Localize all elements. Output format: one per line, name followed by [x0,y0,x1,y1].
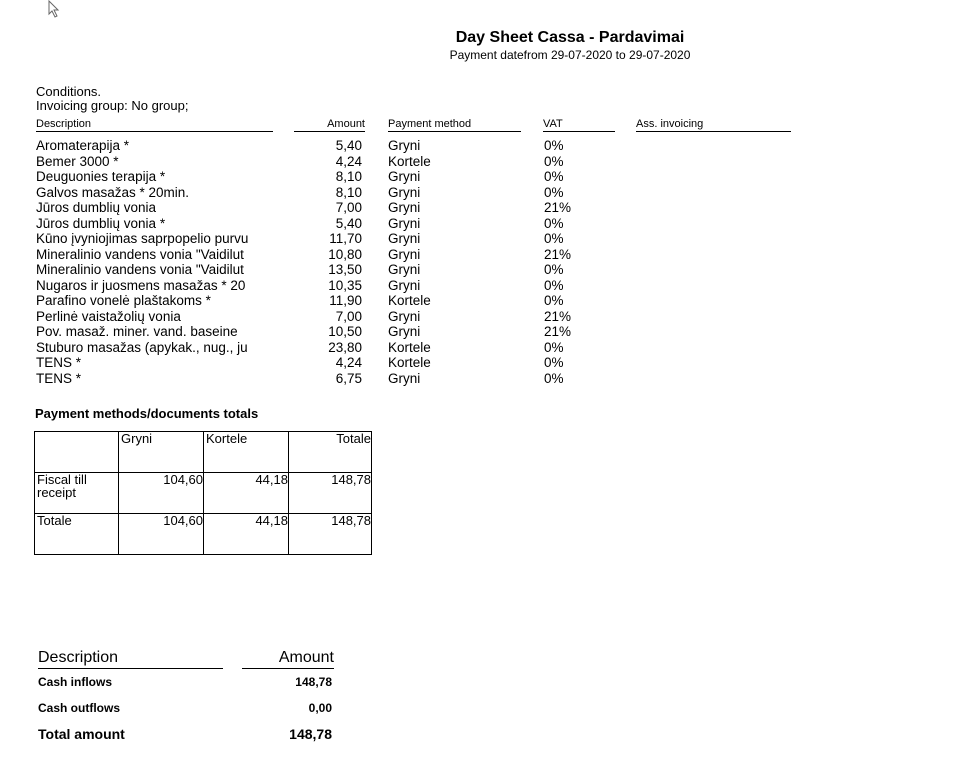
row-description: Jūros dumblių vonia [36,200,157,215]
row-vat: 0% [544,293,564,308]
row-vat: 21% [544,324,572,339]
row-amount: 6,75 [335,370,362,386]
row-method: Kortele [388,355,431,370]
row-description: Galvos masažas * 20min. [36,184,190,200]
row-amount: 4,24 [335,153,362,169]
row-amount: 8,10 [335,184,362,200]
table-header-row [35,432,372,473]
row-vat: 21% [544,200,572,215]
row-amount: 23,80 [328,339,362,355]
total-amount-label: Total amount [38,726,125,742]
conditions-label: Conditions. [36,84,102,99]
summary-header-description: Description [38,650,223,669]
row-vat: 0% [544,153,564,169]
row-description: Perlinė vaistažolių vonia [36,308,181,324]
row-description: Aromaterapija * [36,138,130,153]
row-method: Gryni [388,169,421,184]
row-method: Gryni [388,184,421,200]
row-method: Kortele [388,339,431,355]
row-method: Gryni [388,370,421,386]
row-description: Mineralinio vandens vonia "Vaidilut [36,262,244,277]
row-vat: 0% [544,215,564,231]
row-description: TENS * [36,370,82,386]
col-header-description: Description [36,118,273,132]
row-amount: 4,24 [335,355,362,370]
row-vat: 0% [544,138,564,153]
cash-inflows-label: Cash inflows [38,675,113,689]
header-kortele: Kortele [204,432,289,473]
row-vat: 0% [544,262,564,277]
row-description: Kūno įvyniojimas saprpopelio purvu [36,231,249,246]
total-amount-value: 148,78 [289,726,332,742]
row-vat: 0% [544,355,564,370]
cell-kortele: 44,18 [204,514,289,555]
conditions-block [36,85,188,113]
row-description: Jūros dumblių vonia * [36,215,166,231]
cell-kortele: 44,18 [204,473,289,514]
invoicing-group: Invoicing group: No group; [36,98,189,113]
row-amount: 10,35 [328,277,362,293]
row-description: Parafino vonelė plaštakoms * [36,293,211,308]
row-description: Mineralinio vandens vonia "Vaidilut [36,246,244,262]
row-label: Fiscal till receipt [35,473,119,514]
header-empty-cell [35,432,119,473]
row-method: Gryni [388,200,421,215]
cell-gryni: 104,60 [119,514,204,555]
mouse-cursor-icon [48,0,62,18]
summary-header-amount: Amount [242,650,334,669]
row-method: Gryni [388,138,421,153]
row-vat: 0% [544,277,564,293]
row-description: TENS * [36,355,82,370]
row-label: Totale [35,514,119,555]
row-method: Gryni [388,246,421,262]
row-description: Deuguonies terapija * [36,169,166,184]
row-amount: 10,80 [328,246,362,262]
col-header-ass-invoicing: Ass. invoicing [636,118,791,132]
row-method: Kortele [388,293,431,308]
col-header-vat: VAT [543,118,615,132]
row-description: Stuburo masažas (apykak., nug., ju [36,339,248,355]
row-amount: 8,10 [335,169,362,184]
row-method: Gryni [388,262,421,277]
row-vat: 21% [544,308,572,324]
row-method: Gryni [388,277,421,293]
header-gryni: Gryni [119,432,204,473]
row-description: Nugaros ir juosmens masažas * 20 [36,277,246,293]
row-amount: 7,00 [335,308,362,324]
report-subtitle: Payment datefrom 29-07-2020 to 29-07-2020 [449,48,691,62]
row-amount: 5,40 [335,215,362,231]
row-method: Gryni [388,215,421,231]
row-vat: 0% [544,231,564,246]
table-row [35,473,372,514]
col-header-amount: Amount [294,118,365,132]
row-amount: 10,50 [328,324,362,339]
table-row [35,514,372,555]
row-amount: 5,40 [335,138,362,153]
row-method: Gryni [388,308,421,324]
row-method: Kortele [388,153,431,169]
row-amount: 11,70 [329,231,362,246]
cash-inflows-value: 148,78 [295,675,332,689]
row-amount: 11,90 [329,293,362,308]
row-method: Gryni [388,231,421,246]
cell-totale: 148,78 [289,473,372,514]
report-title: Day Sheet Cassa - Pardavimai [455,29,685,46]
row-vat: 0% [544,184,564,200]
cash-outflows-label: Cash outflows [38,701,121,715]
payment-totals-table [34,431,372,555]
header-totale: Totale [289,432,372,473]
cell-totale: 148,78 [289,514,372,555]
row-amount: 13,50 [328,262,362,277]
row-vat: 0% [544,370,564,386]
cell-gryni: 104,60 [119,473,204,514]
row-description: Pov. masaž. miner. vand. baseine [36,324,238,339]
row-method: Gryni [388,324,421,339]
row-vat: 0% [544,169,564,184]
row-vat: 0% [544,339,564,355]
row-amount: 7,00 [335,200,362,215]
col-header-payment-method: Payment method [388,118,521,132]
row-description: Bemer 3000 * [36,153,119,169]
row-vat: 21% [544,246,572,262]
payment-totals-title: Payment methods/documents totals [35,406,259,421]
cash-outflows-value: 0,00 [308,701,332,715]
